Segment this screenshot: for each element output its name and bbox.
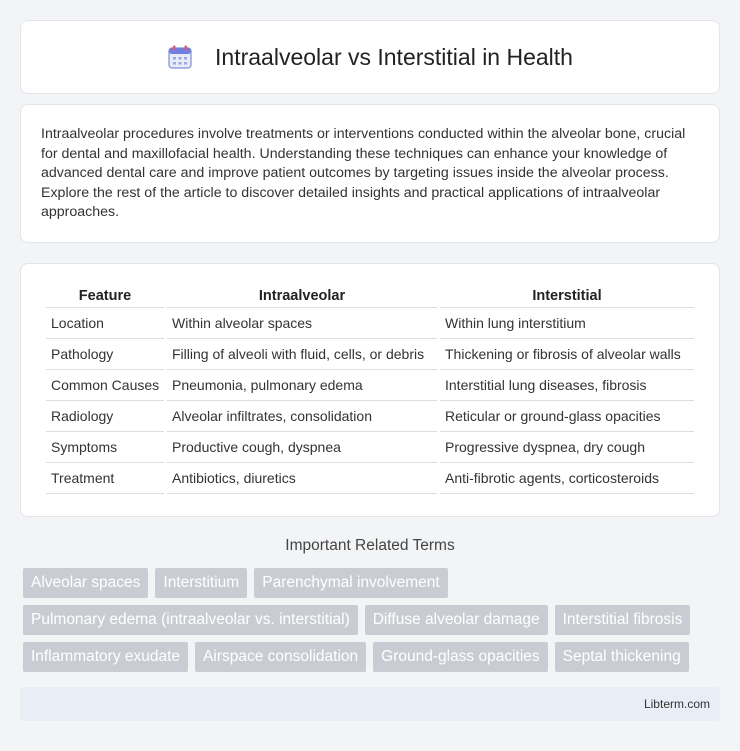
table-cell: Reticular or ground-glass opacities	[440, 401, 694, 432]
table-header-row	[46, 284, 694, 308]
table-cell: Filling of alveoli with fluid, cells, or debris	[167, 339, 437, 370]
table-cell: Location	[46, 308, 164, 339]
footer	[20, 687, 720, 721]
table-cell: Symptoms	[46, 432, 164, 463]
table-cell: Within lung interstitium	[440, 308, 694, 339]
table-row	[46, 463, 694, 494]
table-cell: Within alveolar spaces	[167, 308, 437, 339]
tag-row	[23, 642, 723, 672]
tag[interactable]: Septal thickening	[555, 642, 689, 672]
tag[interactable]: Alveolar spaces	[23, 568, 148, 598]
table-row	[46, 401, 694, 432]
table-cell: Anti-fibrotic agents, corticosteroids	[440, 463, 694, 494]
intro-text: Intraalveolar procedures involve treatments or interventions conducted within the alveolar bone, crucial for dental and maxillofacial health. Understanding these techniques can enhance your knowledge of advanced dental care and improve patient outcomes by targeting issues inside the alveolar process. Explore the rest of the article to discover detailed insights and practical applications of intraalveolar approaches.	[41, 126, 686, 221]
comparison-table-card	[20, 263, 720, 517]
tag[interactable]: Diffuse alveolar damage	[365, 605, 548, 635]
table-cell: Alveolar infiltrates, consolidation	[167, 401, 437, 432]
table-cell: Productive cough, dyspnea	[167, 432, 437, 463]
footer-site-link[interactable]: Libterm.com	[643, 697, 710, 711]
related-terms-tags	[23, 568, 723, 679]
table-row	[46, 370, 694, 401]
related-terms-title: Important Related Terms	[285, 537, 455, 554]
column-header: Interstitial	[440, 284, 694, 308]
table-cell: Treatment	[46, 463, 164, 494]
tag[interactable]: Interstitium	[155, 568, 247, 598]
column-header: Intraalveolar	[167, 284, 437, 308]
table-cell: Progressive dyspnea, dry cough	[440, 432, 694, 463]
tag[interactable]: Airspace consolidation	[195, 642, 366, 672]
calendar-icon	[167, 44, 193, 70]
tag[interactable]: Ground-glass opacities	[373, 642, 548, 672]
table-cell: Common Causes	[46, 370, 164, 401]
comparison-table	[43, 284, 697, 494]
table-row	[46, 308, 694, 339]
column-header: Feature	[46, 284, 164, 308]
tag[interactable]: Interstitial fibrosis	[555, 605, 691, 635]
table-cell: Pathology	[46, 339, 164, 370]
tag-row	[23, 605, 723, 635]
table-row	[46, 339, 694, 370]
tag[interactable]: Inflammatory exudate	[23, 642, 188, 672]
tag[interactable]: Parenchymal involvement	[254, 568, 447, 598]
page-title: Intraalveolar vs Interstitial in Health	[215, 43, 573, 70]
table-cell: Thickening or fibrosis of alveolar walls	[440, 339, 694, 370]
header-card	[20, 20, 720, 94]
tag[interactable]: Pulmonary edema (intraalveolar vs. interstitial)	[23, 605, 358, 635]
table-cell: Radiology	[46, 401, 164, 432]
table-cell: Interstitial lung diseases, fibrosis	[440, 370, 694, 401]
table-row	[46, 432, 694, 463]
table-cell: Pneumonia, pulmonary edema	[167, 370, 437, 401]
table-cell: Antibiotics, diuretics	[167, 463, 437, 494]
tag-row	[23, 568, 723, 598]
intro-card	[20, 104, 720, 243]
